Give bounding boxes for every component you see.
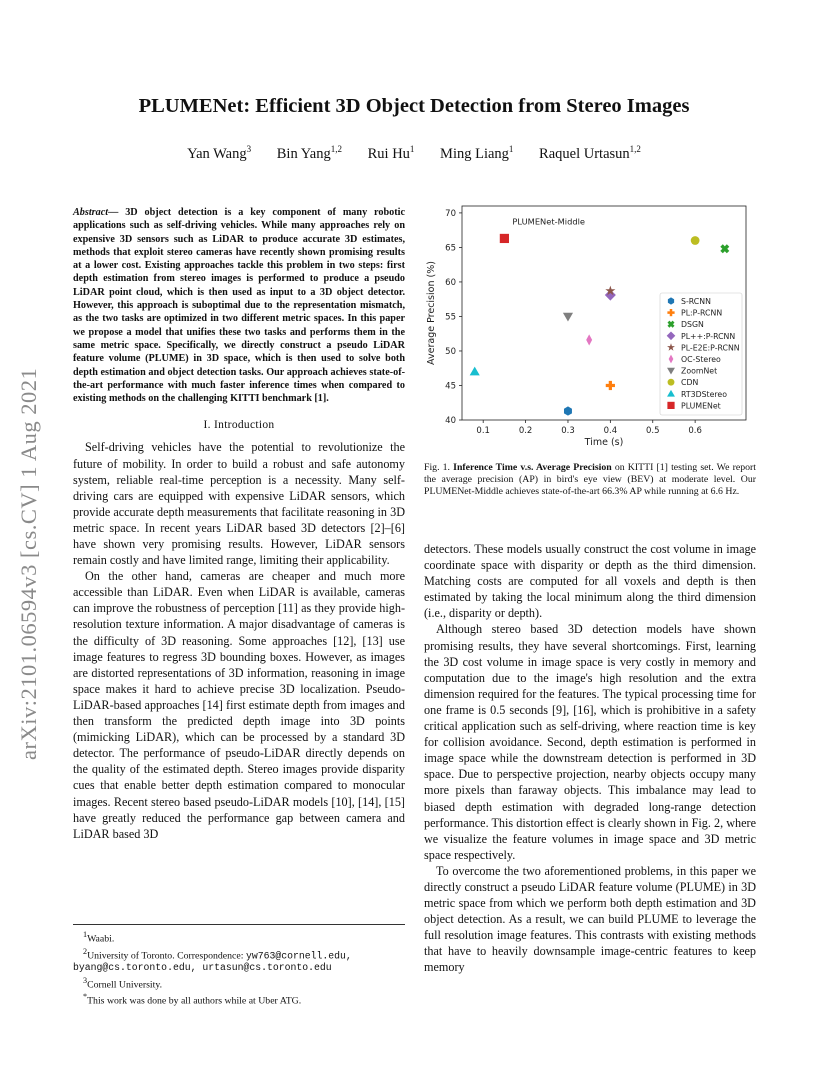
abstract	[73, 206, 405, 405]
intro-body	[73, 439, 405, 841]
marker-shape	[691, 236, 700, 245]
x-tick-label: 0.2	[518, 426, 533, 436]
marker-shape	[563, 313, 573, 322]
legend-label: OC-Stereo	[681, 355, 721, 364]
author: Raquel Urtasun$^{1,2}$	[539, 144, 641, 162]
data-point	[564, 406, 572, 415]
paragraph: Although stereo based 3D detection models have shown promising results, they have several shortcomings. First, learning the 3D cost volume in image space is very costly in memory and computation due to the image's high resolution and the extra dimension required for the features. The typical processing time for one frame is 0.5 seconds [9], [16], which is prohibitive in a safety critical application such as self-driving, where reaction time is key for collision avoidance. Second, depth estimation is performed in image space while the downstream detection is performed in 3D space. Due to perspective projection, nearby objects occupy many more pixels than faraway objects. This imbalance may lead to biased depth estimation with degraded long-range detection performance. This distortion effect is clearly shown in Fig. 2, where we visualize the feature volumes in image space and 3D metric space respectively.	[424, 622, 756, 862]
author: Ming Liang$^1$	[440, 144, 514, 162]
legend-label: PLUMENet	[681, 401, 721, 411]
paper-title: PLUMENet: Efficient 3D Object Detection from Stereo Images	[138, 95, 690, 117]
data-point	[500, 234, 509, 243]
paragraph: To overcome the two aforementioned problems, in this paper we directly construct a pseudo LiDAR feature volume (PLUME) in 3D metric space from which we perform both depth estimation and 3D object detection. As a result, we can build PLUME to leverage the full resolution image features. This contrasts with existing methods that have to heavily downsample image-centric features to keep memory	[424, 863, 756, 975]
y-tick-label: 70	[445, 208, 456, 219]
footnote: $^3$Cornell University.	[83, 975, 163, 991]
marker-shape	[670, 309, 673, 316]
paragraph: detectors. These models usually construct the cost volume in image coordinate space with disparity or depth as the third dimension. Matching costs are computed for all voxels and depth is then estimated by taking the local minimum along the third dimension (i.e., disparity or depth).	[424, 542, 756, 621]
legend-marker	[667, 402, 674, 409]
footnotes	[73, 924, 405, 1008]
caption-bold: Inference Time v.s. Average Precision	[453, 462, 612, 473]
data-point	[586, 334, 592, 345]
marker-shape	[500, 234, 509, 243]
arxiv-stamp: arXiv:2101.06594v3 [cs.CV] 1 Aug 2021	[16, 367, 41, 760]
data-point	[563, 313, 573, 322]
abstract-text: — 3D object detection is a key component of many robotic applications such as self-driving vehicles. While many approaches rely on expensive 3D sensors such as LiDAR to produce accurate 3D estimates, methods that exploit stereo cameras have recently shown promising results at a lower cost. Existing approaches tackle this problem in two steps: first depth estimation from stereo images is performed to produce a pseudo LiDAR point cloud, which is then used as input to a 3D object detector. However, this approach is suboptimal due to the representation mismatch, as the two tasks are optimized in two different metric spaces. In this paper we propose a model that unifies these two tasks and performs them in the same metric space. Specifically, we directly construct a pseudo LiDAR feature volume (PLUME) in 3D space, which is then used to solve both depth estimation and object detection tasks. Our approach achieves state-of-the-art performance with much faster inference times when compared to existing methods on the challenging KITTI benchmark [1].	[73, 207, 405, 405]
caption-label: Fig. 1.	[424, 462, 451, 473]
data-point	[606, 381, 615, 390]
legend-label: CDN	[681, 378, 699, 388]
x-tick-label: 0.6	[688, 426, 702, 436]
marker-shape	[668, 379, 675, 386]
y-axis-label: Average Precision (%)	[426, 261, 437, 365]
marker-shape	[609, 381, 612, 390]
legend-marker	[668, 379, 675, 386]
x-tick-label: 0.3	[561, 426, 575, 436]
legend-label: RT3DStereo	[681, 389, 727, 399]
author: Bin Yang$^{1,2}$	[276, 144, 342, 162]
x-axis-label: Time (s)	[584, 437, 624, 448]
y-tick-label: 60	[445, 277, 456, 288]
legend-label: DSGN	[681, 320, 704, 330]
marker-shape	[586, 334, 592, 345]
left-column	[73, 206, 405, 842]
y-tick-label: 55	[445, 312, 456, 323]
footnote-cont: byang@cs.toronto.edu, urtasun@cs.toronto.edu	[73, 962, 332, 974]
section-heading: I. Introduction	[203, 419, 275, 432]
right-column	[424, 541, 756, 976]
x-tick-label: 0.1	[476, 426, 490, 436]
author-list	[0, 144, 828, 163]
legend-label: ZoomNet	[681, 366, 718, 376]
annotation-label: PLUMENet-Middle	[512, 216, 586, 227]
paragraph: Self-driving vehicles have the potential to revolutionize the future of mobility. In order to build a robust and safe autonomy system, reliable real-time perception is a necessity. Many self-driving cars are equipped with expensive LiDAR sensors, which provide accurate depth measurements that facilitate reasoning in 3D metric space. In recent years LiDAR based 3D detectors [2]–[6] have shown very promising results. However, LiDAR sensors remain costly and have limited range, limiting their applicability.	[73, 440, 405, 568]
caption-text: on KITTI [1] testing set. We report the average precision (AP) in bird's eye view (BEV) at moderate level. Our PLUMENet-Middle achieves state-of-the-art 66.3% AP while running at 6.6 Hz.	[424, 462, 756, 498]
y-tick-label: 45	[445, 381, 456, 392]
legend-label: PL:P-RCNN	[681, 308, 723, 318]
y-tick-label: 50	[445, 346, 456, 357]
author: Yan Wang$^3$	[187, 144, 252, 162]
scatter-chart	[424, 198, 756, 453]
y-tick-label: 40	[445, 416, 456, 426]
legend-label: PL-E2E:P-RCNN	[681, 343, 740, 353]
author: Rui Hu$^1$	[367, 144, 415, 162]
marker-shape	[470, 367, 480, 376]
x-tick-label: 0.4	[603, 426, 618, 436]
data-point	[470, 367, 480, 376]
x-tick-label: 0.5	[645, 426, 660, 436]
y-tick-label: 65	[445, 243, 456, 254]
paragraph: On the other hand, cameras are cheaper and much more accessible than LiDAR. Even when LiDAR is available, cameras can improve the robustness of perception [11] as they provide high-resolution texture information. A major disadvantage of cameras is the difficulty of 3D reasoning. Some approaches [12], [13] use image features to regress 3D bounding boxes. However, as images are distorted representations of 3D information, reasoning in image space makes it hard to achieve precise 3D localization. Pseudo-LiDAR-based approaches [14] first estimate depth from images and then transform the predicted depth image into 3D points (mimicking LiDAR), which can be processed by a standard 3D detector. The performance of pseudo-LiDAR directly depends on the quality of the estimated depth. Stereo images provide disparity cues that enable better depth estimation compared to monocular images. Recent stereo based pseudo-LiDAR models [10], [14], [15] have greatly reduced the performance gap between camera and LiDAR based 3D	[73, 569, 405, 841]
data-point	[720, 244, 729, 253]
data-point	[691, 236, 700, 245]
marker-shape	[564, 406, 572, 415]
marker-shape	[667, 402, 674, 409]
legend-label: PL++:P-RCNN	[681, 331, 736, 341]
footnote: $^2$University of Toronto. Correspondence: yw763@cornell.edu,	[83, 946, 352, 961]
abstract-label: Abstract	[73, 207, 109, 218]
legend-label: S-RCNN	[681, 297, 711, 306]
footnote: *This work was done by all authors while at Uber ATG.	[83, 992, 302, 1007]
footnote: $^1$Waabi.	[83, 930, 115, 945]
figure-1	[424, 198, 756, 453]
figure-caption	[424, 462, 756, 499]
